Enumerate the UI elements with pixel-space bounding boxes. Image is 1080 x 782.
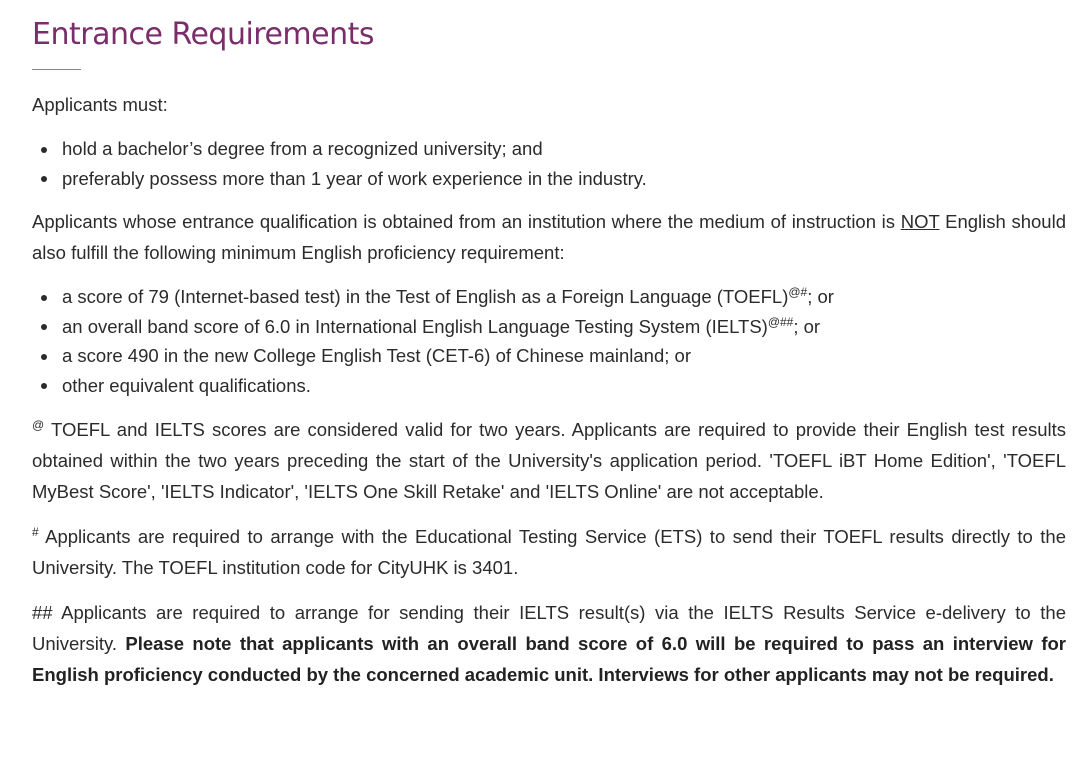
list-item-text: a score 490 in the new College English Test (CET-6) of Chinese mainland; or [62,345,691,366]
english-requirement-paragraph [32,206,1066,268]
footnote-text: TOEFL and IELTS scores are considered valid for two years. Applicants are required to provide their English test results obtained within the two years preceding the start of the University's application period. 'TOEFL iBT Home Edition', 'TOEFL MyBest Score', 'IELTS Indicator', 'IELTS One Skill Retake' and 'IELTS Online' are not acceptable. [32,419,1066,502]
footnote-bold-text: Please note that applicants with an overall band score of 6.0 will be required to pass an interview for English proficiency conducted by the concerned academic unit. Interviews for other applicants may not be required. [32,633,1066,685]
footnote-marker: # [32,525,39,539]
list-item [62,371,1066,401]
english-requirements-list [32,282,1066,400]
paragraph-text: Applicants whose entrance qualification is obtained from an institution where the medium of instruction is [32,211,901,232]
footnote-marker: @ [32,418,45,432]
list-item [62,282,1066,312]
list-item-suffix: ; or [807,286,834,307]
list-item-text: an overall band score of 6.0 in International English Language Testing System (IELTS) [62,315,768,337]
intro-text: Applicants must: [32,94,168,115]
footnote-double-hash [32,597,1066,690]
footnote-hash [32,521,1066,583]
footnote-marker: ## [32,602,53,623]
paragraph-text: English should also fulfill the following minimum English proficiency requirement: [32,211,1066,263]
list-item-text: other equivalent qualifications. [62,374,311,396]
list-item: preferably possess more than 1 year of work experience in the industry. [62,164,1066,194]
footnote-text: Applicants are required to arrange for sending their IELTS result(s) via the IELTS Results Service e-delivery to the University. [32,602,1066,654]
list-item-text: a score of 79 (Internet-based test) in the Test of English as a Foreign Language (TOEFL) [62,286,789,307]
footnote-marker: @## [767,314,794,329]
footnote-marker: @# [788,285,808,299]
basic-requirements-list [32,134,1066,193]
list-item-suffix: ; or [793,315,821,337]
not-emphasis: NOT [900,211,940,232]
list-item [62,312,1066,342]
title-underline-rule [32,69,81,70]
page-title: Entrance Requirements [32,17,375,52]
footnote-at [32,414,1066,507]
footnote-text: Applicants are required to arrange with the Educational Testing Service (ETS) to send their TOEFL results directly to the University. The TOEFL institution code for CityUHK is 3401. [32,526,1066,578]
list-item [62,341,1066,371]
list-item: hold a bachelor’s degree from a recognized university; and [62,134,1066,164]
